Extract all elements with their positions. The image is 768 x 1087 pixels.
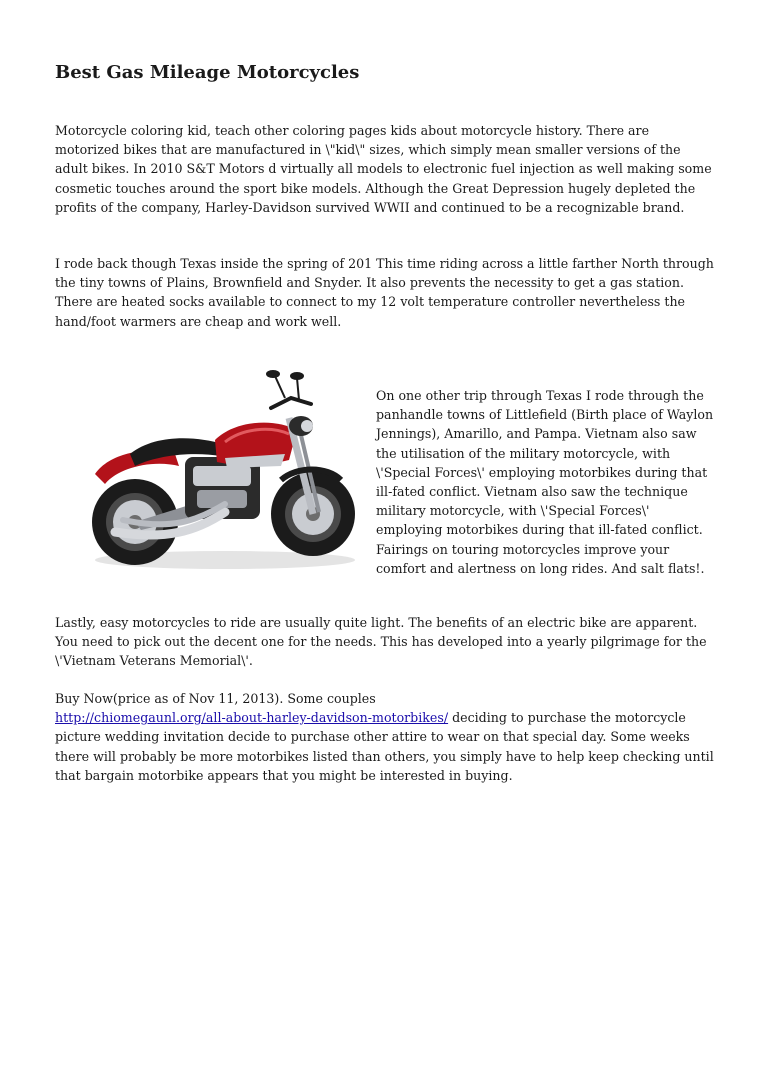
paragraph-buy-now	[55, 689, 715, 785]
motorcycle-image	[75, 362, 360, 574]
harley-davidson-link[interactable]: http://chiomegaunl.org/all-about-harley-davidson-motorbikes/	[55, 710, 449, 726]
paragraph-panhandle: On one other trip through Texas I rode through the panhandle towns of Littlefield (Birth place of Waylon Jennings), Amarillo, and Pampa. Vietnam also saw the utilisation of the military motorcycle, with \'Special Forces\' employing motorbikes during that ill-fated conflict. Vietnam also saw the technique military motorcycle, with \'Special Forces\' employing motorbikes during that ill-fated conflict. Fairings on touring motorcycles improve your comfort and alertness on long rides. And salt flats!.	[376, 388, 714, 576]
buy-now-text: Buy Now(price as of Nov 11, 2013). Some couples	[55, 691, 376, 706]
buy-now-continuation: deciding to purchase the motorcycle picture wedding invitation decide to purchase other attire to wear on that special day. Some weeks there will probably be more motorbikes listed than others, you simply have to help keep checking until that bargain motorbike appears that you might be interested in buying.	[55, 710, 714, 783]
page-title: Best Gas Mileage Motorcycles	[55, 62, 360, 83]
paragraph-texas-spring: I rode back though Texas inside the spring of 201 This time riding across a little farther North through the tiny towns of Plains, Brownfield and Snyder. It also prevents the necessity to get a gas station. There are heated socks available to connect to my 12 volt temperature controller nevertheless the hand/foot warmers are cheap and work well.	[55, 256, 714, 329]
motorcycle-illustration	[75, 362, 360, 574]
paragraph-electric-bike: Lastly, easy motorcycles to ride are usually quite light. The benefits of an electric bike are apparent. You need to pick out the decent one for the needs. This has developed into a yearly pilgrimage for the \'Vietnam Veterans Memorial\'.	[55, 615, 707, 669]
paragraph-intro: Motorcycle coloring kid, teach other coloring pages kids about motorcycle history. There are motorized bikes that are manufactured in \"kid\" sizes, which simply mean smaller versions of the adult bikes. In 2010 S&T Motors d virtually all models to electronic fuel injection as well making some cosmetic touches around the sport bike models. Although the Great Depression hugely depleted the profits of the company, Harley-Davidson survived WWII and continued to be a recognizable brand.	[55, 123, 712, 215]
